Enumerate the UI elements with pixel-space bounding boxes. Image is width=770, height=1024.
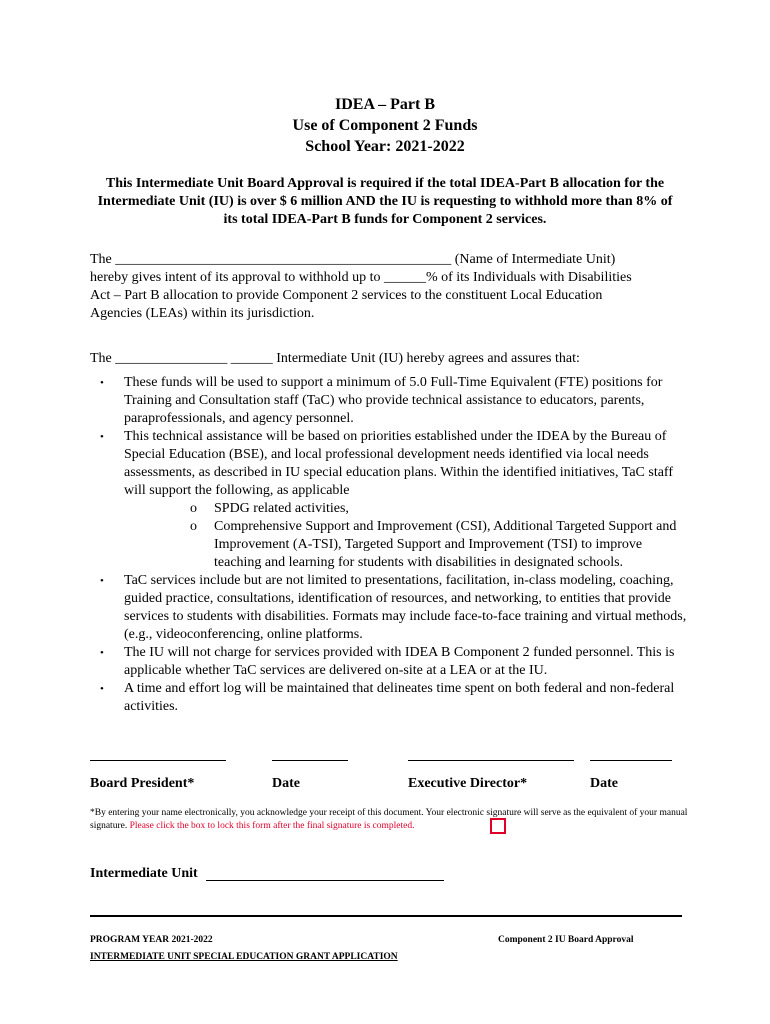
intermediate-unit-field[interactable] <box>206 880 444 881</box>
initiative-sublist <box>124 500 690 572</box>
title-line-3: School Year: 2021-2022 <box>305 138 465 155</box>
footer-program-year: PROGRAM YEAR 2021-2022 <box>90 935 213 945</box>
list-item-text: These funds will be used to support a minimum of 5.0 Full-Time Equivalent (FTE) positions for Training and Consultation staff (TaC) who provide technical assistance to educators, parents, paraprofessionals, and agency personnel. <box>124 375 663 426</box>
executive-director-label: Executive Director* <box>408 776 528 791</box>
list-item <box>90 644 690 680</box>
assurance-paragraph[interactable]: The ________________ ______ Intermediate Unit (IU) hereby agrees and assures that: <box>90 351 580 366</box>
lock-form-checkbox[interactable] <box>490 818 506 834</box>
intermediate-unit-label: Intermediate Unit <box>90 866 198 881</box>
bullet-icon: • <box>100 575 104 587</box>
circle-bullet-icon: o <box>190 519 197 534</box>
sub-list-item-text: Comprehensive Support and Improvement (CSI), Additional Targeted Support and Improvement (A-TSI), Targeted Support and Improvement (TSI) to improve teaching and learning for students with disabilities in designated schools. <box>214 519 677 570</box>
sub-list-item <box>124 518 690 572</box>
list-item <box>90 572 690 644</box>
intent-line-3: Act – Part B allocation to provide Component 2 services to the constituent Local Education <box>90 288 603 303</box>
footer-form-name: Component 2 IU Board Approval <box>498 935 634 945</box>
circle-bullet-icon: o <box>190 501 197 516</box>
bullet-icon: • <box>100 377 104 389</box>
title-line-2: Use of Component 2 Funds <box>292 117 478 134</box>
footer-divider <box>90 915 682 917</box>
sub-list-item <box>124 500 690 518</box>
title-line-1: IDEA – Part B <box>335 96 435 113</box>
list-item <box>90 680 690 716</box>
bullet-icon: • <box>100 647 104 659</box>
assurance-list <box>90 374 690 716</box>
list-item-text: The IU will not charge for services provided with IDEA B Component 2 funded personnel. This is applicable whether TaC services are delivered on-site at a LEA or at the IU. <box>124 645 675 678</box>
list-item-text: This technical assistance will be based on priorities established under the IDEA by the Bureau of Special Education (BSE), and local professional development needs identified via local needs assessments, as described in IU special education plans. Within the identified initiatives, TaC staff will support the following, as applicable <box>124 429 674 498</box>
lock-instruction-text: Please click the box to lock this form after the final signature is completed. <box>129 821 415 831</box>
intent-line-1[interactable]: The ________________________________________________ (Name of Intermediate Unit) <box>90 252 616 267</box>
list-item <box>90 428 690 572</box>
intent-paragraph <box>90 251 682 323</box>
bullet-icon: • <box>100 431 104 443</box>
esignature-note-text: *By entering your name electronically, you acknowledge your receipt of this document. Your electronic signature will serve as the equivalent of your manual signature. <box>90 808 688 831</box>
date-label-1: Date <box>272 776 300 791</box>
sub-list-item-text: SPDG related activities, <box>214 501 349 516</box>
list-item <box>90 374 690 428</box>
bullet-icon: • <box>100 683 104 695</box>
list-item-text: A time and effort log will be maintained that delineates time spent on both federal and non-federal activities. <box>124 681 675 714</box>
executive-director-signature-field[interactable] <box>408 760 574 761</box>
esignature-note <box>90 807 690 833</box>
board-president-signature-field[interactable] <box>90 760 226 761</box>
date-field-1[interactable] <box>272 760 348 761</box>
approval-requirement-notice: This Intermediate Unit Board Approval is required if the total IDEA-Part B allocation for the Intermediate Unit (IU) is over $ 6 million AND the IU is requesting to withhold more than 8% of its total IDEA-Part B funds for Component 2 services. <box>97 176 673 227</box>
date-field-2[interactable] <box>590 760 672 761</box>
footer-application-title: INTERMEDIATE UNIT SPECIAL EDUCATION GRANT APPLICATION <box>90 952 398 962</box>
intent-line-4: Agencies (LEAs) within its jurisdiction. <box>90 306 315 321</box>
intent-line-2[interactable]: hereby gives intent of its approval to withhold up to ______% of its Individuals with Disabilities <box>90 270 632 285</box>
date-label-2: Date <box>590 776 618 791</box>
document-title <box>0 94 770 157</box>
board-president-label: Board President* <box>90 776 195 791</box>
list-item-text: TaC services include but are not limited to presentations, facilitation, in-class modeling, coaching, guided practice, consultations, identification of resources, and networking, to entities that provide services to students with disabilities. Formats may include face-to-face training and virtual methods, (e.g., videoconferencing, online platforms. <box>124 573 687 642</box>
